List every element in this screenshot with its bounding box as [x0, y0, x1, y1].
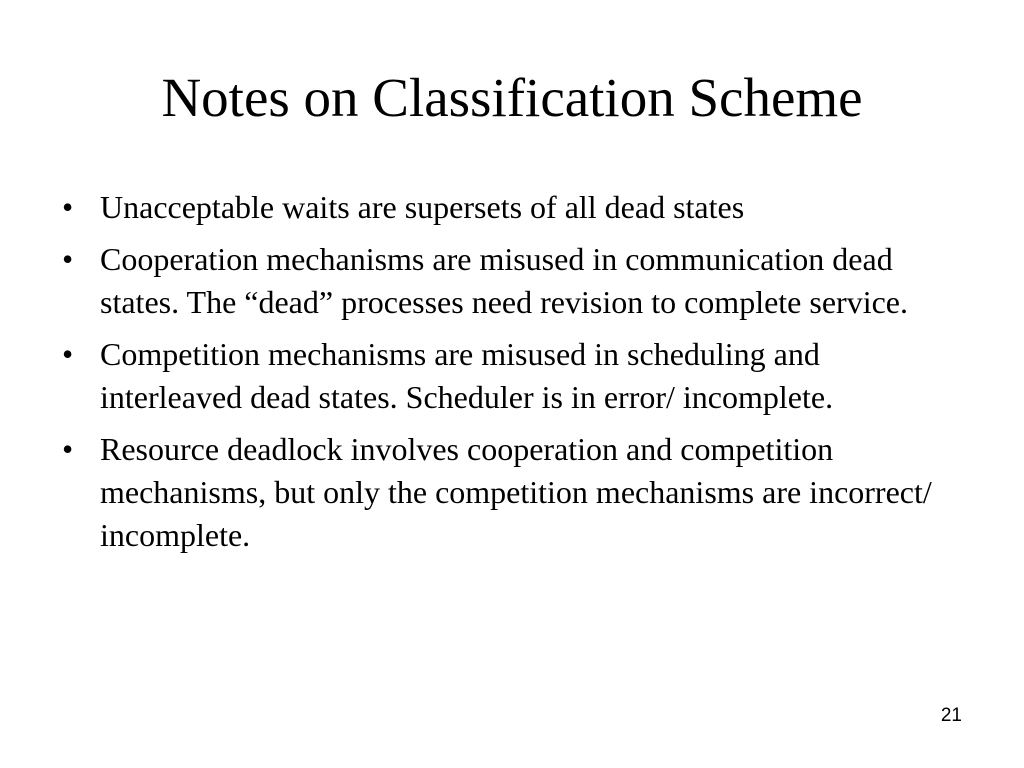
page-number: 21 [940, 705, 962, 726]
bullet-list [62, 186, 962, 566]
bullet-item-4 [62, 428, 962, 557]
bullet-text: Resource deadlock involves cooperation and competition mechanisms, but only the competition mechanisms are incorrect/ incomplete. [100, 431, 932, 553]
bullet-icon: • [62, 431, 74, 467]
bullet-text: Cooperation mechanisms are misused in communication dead states. The “dead” processes need revision to complete service. [100, 241, 908, 320]
slide-title: Notes on Classification Scheme [161, 67, 863, 128]
bullet-icon: • [62, 336, 74, 372]
bullet-icon: • [62, 241, 74, 277]
bullet-text: Unacceptable waits are supersets of all dead states [100, 189, 745, 225]
bullet-item-2 [62, 238, 962, 324]
bullet-icon: • [62, 189, 74, 225]
bullet-item-1 [62, 186, 962, 229]
bullet-item-3 [62, 333, 962, 419]
bullet-text: Competition mechanisms are misused in scheduling and interleaved dead states. Scheduler is in error/ incomplete. [100, 336, 834, 415]
